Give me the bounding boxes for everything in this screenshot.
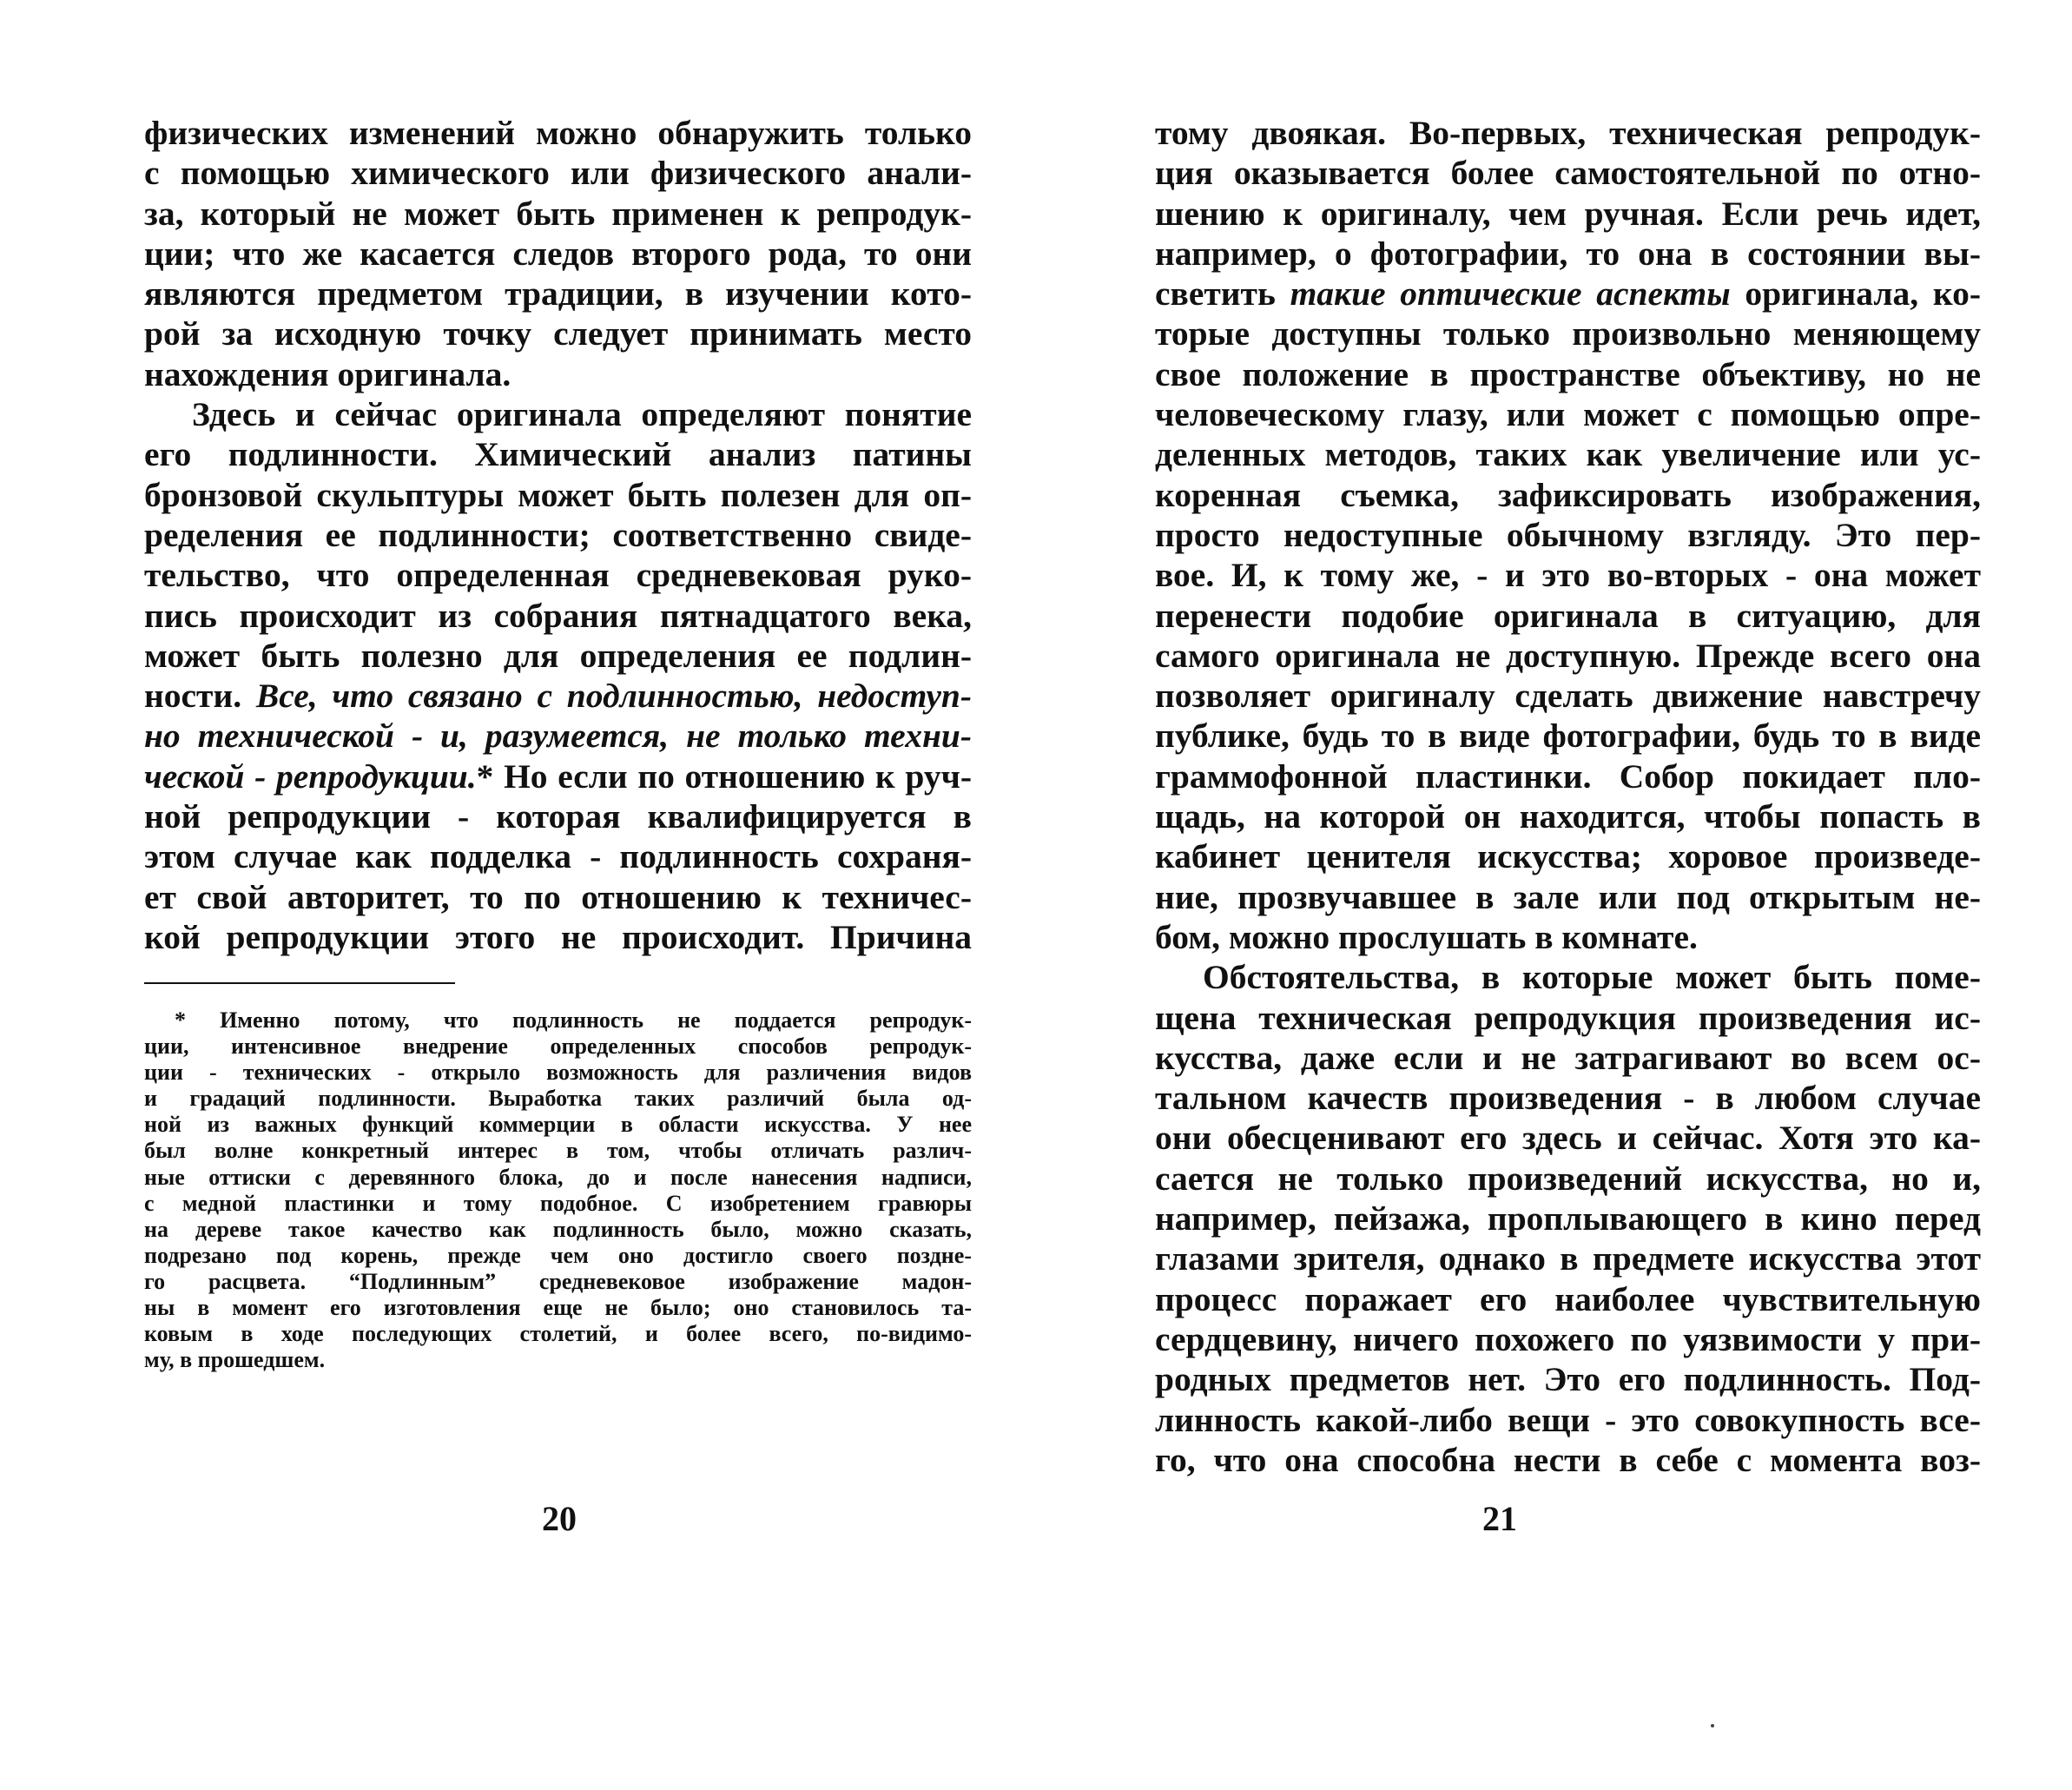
text-line: физических изменений можно обнаружить только bbox=[144, 114, 972, 152]
text-line: ция оказывается более самостоятельной по отно- bbox=[1155, 154, 1981, 193]
text-line: го, что она способна нести в себе с момента воз- bbox=[1155, 1440, 1981, 1479]
text-line: тельство, что определенная средневековая руко- bbox=[144, 556, 972, 595]
footnote-line: го расцвета. “Подлинным” средневековое изображение мадон- bbox=[144, 1268, 972, 1294]
footnote-line: * Именно потому, что подлинность не поддается репродук- bbox=[175, 1007, 972, 1033]
footnote-line: ции - технических - открыло возможность для различения видов bbox=[144, 1060, 972, 1086]
right-page-body bbox=[1155, 113, 1981, 1480]
page-number-right: 21 bbox=[1482, 1499, 1517, 1538]
footnote-line: ные оттиски с деревянного блока, до и после нанесения надписи, bbox=[144, 1164, 972, 1190]
text-line: публике, будь то в виде фотографии, будь то в виде bbox=[1155, 717, 1981, 756]
text-line: кабинет ценителя искусства; хоровое произведе- bbox=[1155, 837, 1981, 876]
text-line: этом случае как подделка - подлинность сохраня- bbox=[144, 837, 972, 876]
text-line: например, пейзажа, проплывающего в кино перед bbox=[1155, 1199, 1981, 1238]
text-line: рой за исходную точку следует принимать место bbox=[144, 314, 972, 353]
text-line: вое. И, к тому же, - и это во-вторых - она может bbox=[1155, 556, 1981, 595]
text-line: ние, прозвучавшее в зале или под открытым не- bbox=[1155, 877, 1981, 916]
footnote-line: ной из важных функций коммерции в области искусства. У нее bbox=[144, 1112, 972, 1138]
footnote-line: ны в момент его изготовления еще не было; оно становилось та- bbox=[144, 1295, 972, 1321]
page-number-left: 20 bbox=[542, 1499, 577, 1538]
text-line: процесс поражает его наиболее чувствительную bbox=[1155, 1279, 1981, 1318]
text-line: перенести подобие оригинала в ситуацию, для bbox=[1155, 596, 1981, 635]
text-fragment: ности. bbox=[144, 677, 242, 716]
italic-text: Все, что связано с подлинностью, недоступ- bbox=[255, 677, 972, 716]
text-line: самого оригинала не доступную. Прежде всего она bbox=[1155, 636, 1981, 675]
text-line: пись происходит из собрания пятнадцатого века, bbox=[144, 596, 972, 635]
text-line bbox=[144, 756, 972, 796]
text-line: коренная съемка, зафиксировать изображения, bbox=[1155, 475, 1981, 514]
text-line: щадь, на которой он находится, чтобы попасть в bbox=[1155, 797, 1981, 836]
text-line: они обесценивают его здесь и сейчас. Хотя это ка- bbox=[1155, 1119, 1981, 1158]
text-line: человеческому глазу, или может с помощью опре- bbox=[1155, 395, 1981, 434]
text-line: его подлинности. Химический анализ патины bbox=[144, 435, 972, 474]
footnote-line: на дереве такое качество как подлинность было, можно сказать, bbox=[144, 1216, 972, 1242]
footnote-line: ции, интенсивное внедрение определенных способов репродук- bbox=[144, 1034, 972, 1060]
text-line: с помощью химического или физического анали- bbox=[144, 154, 972, 193]
text-line: Здесь и сейчас оригинала определяют понятие bbox=[192, 395, 972, 434]
footnote-line: был волне конкретный интерес в том, чтобы отличать различ- bbox=[144, 1138, 972, 1164]
text-line: кусства, даже если и не затрагивают во всем ос- bbox=[1155, 1038, 1981, 1077]
text-fragment: светить bbox=[1155, 274, 1276, 314]
text-line: позволяет оригиналу сделать движение навстречу bbox=[1155, 677, 1981, 716]
text-line: глазами зрителя, однако в предмете искусства этот bbox=[1155, 1239, 1981, 1278]
text-line: Обстоятельства, в которые может быть поме- bbox=[1203, 958, 1981, 997]
text-line: просто недоступные обычному взгляду. Это пер- bbox=[1155, 515, 1981, 554]
text-line: граммофонной пластинки. Собор покидает пло- bbox=[1155, 756, 1981, 796]
text-line: сается не только произведений искусства, но и, bbox=[1155, 1159, 1981, 1198]
text-line: ной репродукции - которая квалифицируется в bbox=[144, 797, 972, 836]
text-line: за, который не может быть применен к репродук- bbox=[144, 194, 972, 233]
footnote-line: подрезано под корень, прежде чем оно достигло своего поздне- bbox=[144, 1242, 972, 1268]
text-line: сердцевину, ничего похожего по уязвимости у при- bbox=[1155, 1319, 1981, 1358]
left-page-body bbox=[144, 113, 972, 957]
footnote bbox=[144, 1007, 972, 1373]
footnote-reference: * Но если по отношению к руч- bbox=[476, 756, 972, 796]
text-line: свое положение в пространстве объективу, но не bbox=[1155, 354, 1981, 393]
text-line: шению к оригиналу, чем ручная. Если речь идет, bbox=[1155, 194, 1981, 233]
text-fragment: оригинала, ко- bbox=[1745, 274, 1982, 314]
text-line: деленных методов, таких как увеличение или ус- bbox=[1155, 435, 1981, 474]
text-line: ет свой авторитет, то по отношению к техничес- bbox=[144, 877, 972, 916]
text-line: может быть полезно для определения ее подлин- bbox=[144, 636, 972, 675]
italic-line: но технической - и, разумеется, не только техни- bbox=[144, 717, 972, 756]
scan-speck bbox=[1711, 1724, 1714, 1727]
text-line: кой репродукции этого не происходит. Причина bbox=[144, 917, 972, 956]
text-line: бронзовой скульптуры может быть полезен для оп- bbox=[144, 475, 972, 514]
text-line: линность какой-либо вещи - это совокупность все- bbox=[1155, 1400, 1981, 1439]
text-line bbox=[144, 676, 972, 716]
text-line bbox=[1155, 274, 1981, 314]
footnote-divider bbox=[144, 982, 455, 984]
text-line: являются предметом традиции, в изучении кото- bbox=[144, 274, 972, 314]
text-line: торые доступны только произвольно меняющему bbox=[1155, 314, 1981, 353]
footnote-line: ковым в ходе последующих столетий, и более всего, по-видимо- bbox=[144, 1321, 972, 1347]
text-line: ределения ее подлинности; соответственно свиде- bbox=[144, 515, 972, 554]
right-page bbox=[1036, 0, 2072, 1790]
text-line: ции; что же касается следов второго рода, то они bbox=[144, 234, 972, 273]
italic-text: ческой - репродукции. bbox=[144, 756, 477, 796]
text-line: родных предметов нет. Это его подлинность. Под- bbox=[1155, 1360, 1981, 1399]
footnote-line: с медной пластинки и тому подобное. С изобретением гравюры bbox=[144, 1190, 972, 1216]
text-line: например, о фотографии, то она в состоянии вы- bbox=[1155, 234, 1981, 273]
footnote-line: и градаций подлинности. Выработка таких различий была од- bbox=[144, 1086, 972, 1112]
italic-text: такие оптические аспекты bbox=[1290, 274, 1731, 314]
text-line: нахождения оригинала. bbox=[144, 354, 511, 393]
text-line: бом, можно прослушать в комнате. bbox=[1155, 917, 1698, 956]
text-line: щена техническая репродукция произведения ис- bbox=[1155, 998, 1981, 1037]
footnote-line: му, в прошедшем. bbox=[144, 1347, 326, 1373]
text-line: тальном качеств произведения - в любом случае bbox=[1155, 1079, 1981, 1118]
text-line: тому двоякая. Во-первых, техническая репродук- bbox=[1155, 114, 1981, 152]
